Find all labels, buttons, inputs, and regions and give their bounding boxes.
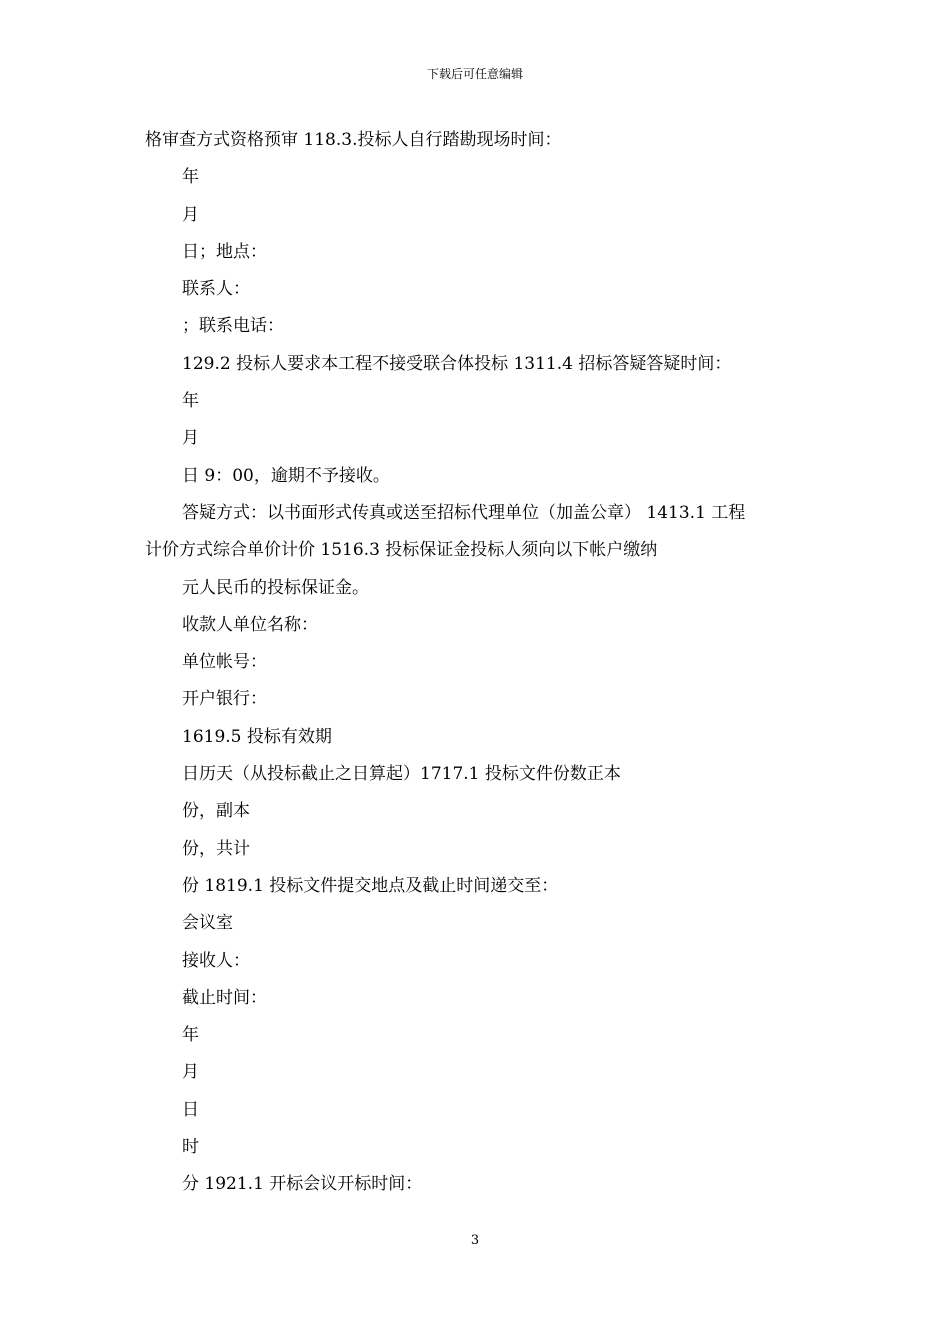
text-line: 截止时间： — [182, 987, 267, 1008]
text-line: 日 — [182, 1099, 199, 1120]
text-line: 年 — [182, 167, 199, 188]
text-line: 分 1921.1 开标会议开标时间： — [182, 1174, 423, 1195]
text-line: 年 — [182, 1025, 199, 1046]
document-body — [145, 122, 810, 1204]
text-line: 计价方式综合单价计价 1516.3 投标保证金投标人须向以下帐户缴纳 — [145, 540, 658, 561]
text-line: ；联系电话： — [182, 316, 284, 337]
text-line: 格审查方式资格预审 118.3.投标人自行踏勘现场时间： — [145, 130, 562, 150]
text-line: 月 — [182, 1062, 199, 1083]
text-line: 会议室 — [182, 913, 233, 934]
text-line: 1619.5 投标有效期 — [182, 726, 332, 747]
page-header: 下载后可任意编辑 — [426, 67, 523, 81]
text-line: 元人民币的投标保证金。 — [182, 577, 369, 598]
text-line: 年 — [182, 391, 199, 412]
text-line: 开户银行： — [182, 689, 267, 710]
text-line: 接收人： — [182, 950, 250, 971]
text-line: 日历天（从投标截止之日算起）1717.1 投标文件份数正本 — [182, 764, 621, 785]
page-number: 3 — [470, 1233, 480, 1248]
text-line: 份，副本 — [182, 801, 250, 822]
text-line: 月 — [182, 428, 199, 449]
text-line: 份，共计 — [182, 838, 250, 859]
text-line: 时 — [182, 1137, 199, 1158]
text-line: 收款人单位名称： — [182, 614, 318, 635]
text-line: 联系人： — [182, 279, 250, 300]
text-line: 月 — [182, 204, 199, 225]
text-line: 单位帐号： — [182, 652, 267, 673]
text-line: 129.2 投标人要求本工程不接受联合体投标 1311.4 招标答疑答疑时间： — [182, 353, 732, 374]
text-line: 份 1819.1 投标文件提交地点及截止时间递交至： — [182, 875, 559, 896]
text-line: 日 9：00，逾期不予接收。 — [182, 465, 390, 486]
text-line: 答疑方式：以书面形式传真或送至招标代理单位（加盖公章） 1413.1 工程 — [182, 502, 746, 523]
text-line: 日；地点： — [182, 241, 267, 262]
